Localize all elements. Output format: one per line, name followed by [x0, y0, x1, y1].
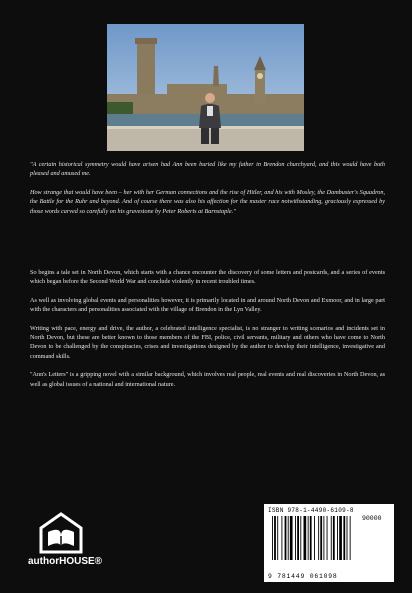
isbn-text: ISBN 978-1-4490-6109-8	[268, 507, 354, 514]
blurb-paragraph-1: So begins a tale set in North Devon, which starts with a chance encounter the discovery of some letters and postcards, and a series of events which began before the Second World War and conclude violently in recent troubled times.	[30, 269, 385, 286]
barcode-bar	[300, 516, 301, 560]
barcode-bar	[343, 516, 345, 560]
cover-photo	[107, 24, 304, 151]
barcode-bars	[272, 516, 390, 568]
barcode-bar	[304, 516, 307, 560]
publisher-logo	[28, 512, 118, 572]
barcode-bar	[310, 516, 312, 560]
blurb-paragraph-3: Writing with pace, energy and drive, the author, a celebrated intelligence specialist, is no stranger to writing scenarios and incidents set in North Devon, but these are better known to those members of the FBI, police, civil servants, military and others who have come to North Devon to be challenged by the conspiracies, crises and investigations designed by the author to develop their intelligence, investigative and command skills.	[30, 324, 385, 360]
barcode-bar	[339, 516, 342, 560]
barcode-bar	[327, 516, 328, 560]
barcode-bar	[337, 516, 338, 560]
barcode-bar	[320, 516, 322, 560]
barcode-digits: 9 781449 061098	[268, 573, 338, 580]
westminster-photo	[107, 24, 304, 151]
barcode-bar	[277, 516, 278, 560]
barcode-panel	[264, 504, 394, 582]
barcode-bar	[288, 516, 289, 560]
barcode-bar	[308, 516, 309, 560]
barcode-bar	[318, 516, 319, 560]
barcode-bar	[314, 516, 315, 560]
quote-block	[30, 160, 385, 216]
barcode-bar	[350, 516, 351, 560]
barcode-bar	[272, 516, 273, 560]
quote-paragraph-1: "A certain historical symmetry would have arisen had Ann been buried like my father in Brendon churchyard, and this would have both pleased and amused me.	[30, 161, 385, 178]
blurb-paragraph-4: "Ann's Letters" is a gripping novel with a similar background, which involves real people, real events and real discoveries in North Devon, as well as global issues of a national and international nature.	[30, 371, 385, 388]
blurb-block	[30, 268, 385, 389]
barcode-bar	[347, 516, 348, 560]
price-code: 90000	[362, 515, 382, 522]
house-book-icon	[38, 512, 84, 554]
quote-paragraph-2: How strange that would have been – her with her German connections and the rise of Hitler, and his with Mosley, the Dambuster's Squadron, the Battle for the Ruhr and beyond. And of course there was also his affection for the master race notwithstanding, graciously expressed by those words carved so carefully on his gravestone by Peter Roberts at Barnstaple."	[30, 188, 385, 215]
barcode-bar	[295, 516, 296, 560]
barcode-bar	[297, 516, 299, 560]
blurb-paragraph-2: As well as involving global events and personalities however, it is primarily located in and around North Devon and Exmoor, and in large part with the characters and personalities associated with the village of Brendon in the Lyn Valley.	[30, 296, 385, 314]
barcode-bar	[323, 516, 324, 560]
barcode-bar	[331, 516, 332, 560]
barcode-bar	[281, 516, 282, 560]
barcode-bar	[274, 516, 276, 560]
publisher-name: authorHOUSE®	[28, 556, 103, 567]
barcode-bar	[333, 516, 335, 560]
barcode-bar	[285, 516, 287, 560]
barcode-bar	[290, 516, 293, 560]
